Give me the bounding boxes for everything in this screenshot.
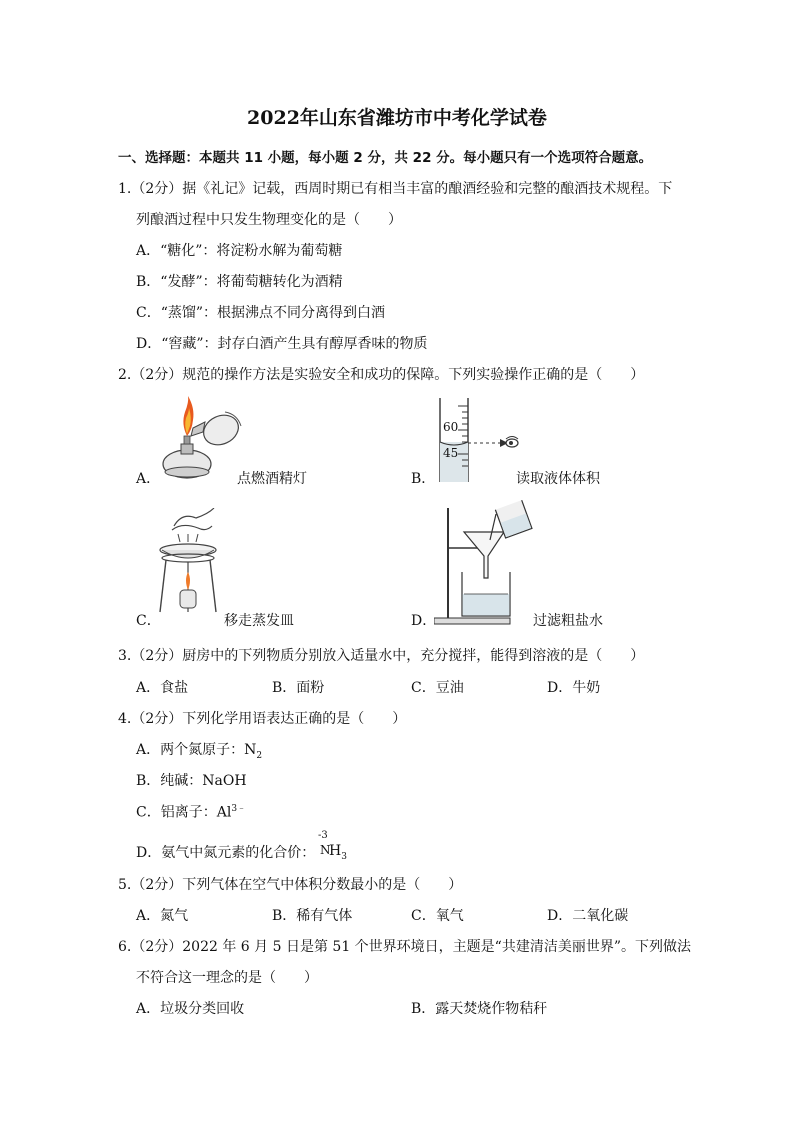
evaporating-dish-figure — [152, 508, 226, 614]
q2-option-d-caption: 过滤粗盐水 — [533, 613, 603, 629]
q3-option-d: D．牛奶 — [547, 680, 601, 696]
q2-option-d-letter: D． — [411, 613, 437, 629]
cylinder-reading-figure — [428, 398, 528, 482]
q5-option-b: B．稀有气体 — [272, 908, 353, 924]
q1-option-d: D．“窖藏”：封存白酒产生具有醇厚香味的物质 — [136, 336, 428, 352]
q4-option-a-subscript: 2 — [256, 750, 263, 761]
q4-option-d: D．氨气中氮元素的化合价： — [136, 845, 316, 861]
q1-option-a: A．“糖化”：将淀粉水解为葡萄糖 — [136, 243, 343, 259]
q6-option-b: B．露天焚烧作物秸秆 — [411, 1001, 548, 1017]
q4-option-c-superscript: 3﹣ — [231, 804, 247, 814]
q6-option-a: A．垃圾分类回收 — [136, 1001, 245, 1017]
q5-option-c: C．氧气 — [411, 908, 464, 924]
q4-option-b: B．纯碱：NaOH — [136, 773, 247, 789]
q2-option-a-letter: A． — [136, 471, 161, 487]
q6-stem-line2: 不符合这一理念的是（ ） — [136, 970, 318, 986]
q4-formula-h-text: H — [329, 843, 342, 859]
cylinder-tick-60: 60 — [443, 420, 459, 434]
q4-formula-n: N — [320, 843, 331, 857]
q2-option-b-caption: 读取液体体积 — [516, 471, 600, 487]
q1-stem-line1: 1.（2分）据《礼记》记载，西周时期已有相当丰富的酿酒经验和完整的酿酒技术规程。下 — [118, 181, 673, 197]
q4-valence-mark: -3 — [318, 830, 328, 841]
q1-stem-line2: 列酿酒过程中只发生物理变化的是（ ） — [136, 212, 402, 228]
q3-stem-line1: 3.（2分）厨房中的下列物质分别放入适量水中，充分搅拌，能得到溶液的是（ ） — [118, 648, 645, 664]
q3-option-b: B．面粉 — [272, 680, 325, 696]
q5-option-d: D．二氧化碳 — [547, 908, 629, 924]
q1-option-b: B．“发酵”：将葡萄糖转化为酒精 — [136, 274, 343, 290]
q4-formula-h — [329, 843, 347, 862]
q4-formula-subscript: 3 — [341, 851, 347, 862]
q6-stem-line1: 6.（2分）2022 年 6 月 5 日是第 51 个世界环境日，主题是“共建清洁美丽世界”。下列做法 — [118, 939, 691, 955]
cylinder-tick-45: 45 — [443, 446, 459, 460]
q4-option-c — [136, 801, 246, 822]
q2-option-c-caption: 移走蒸发皿 — [224, 613, 294, 629]
q4-stem-line1: 4.（2分）下列化学用语表达正确的是（ ） — [118, 711, 407, 727]
q1-option-c: C．“蒸馏”：根据沸点不同分离得到白酒 — [136, 305, 386, 321]
filtration-figure — [434, 500, 534, 626]
section-heading: 一、选择题：本题共 11 小题，每小题 2 分，共 22 分。每小题只有一个选项符合题意。 — [118, 150, 653, 166]
q2-option-b-letter: B． — [411, 471, 436, 487]
q2-option-a-caption: 点燃酒精灯 — [237, 471, 307, 487]
q2-option-c-letter: C． — [136, 613, 161, 629]
alcohol-lamp-figure — [155, 392, 247, 484]
q3-option-a: A．食盐 — [136, 680, 189, 696]
q5-option-a: A．氮气 — [136, 908, 189, 924]
page-title: 2022年山东省潍坊市中考化学试卷 — [247, 107, 547, 129]
q4-option-a-text: A．两个氮原子：N — [136, 742, 257, 758]
q4-option-a — [136, 739, 262, 761]
q3-option-c: C．豆油 — [411, 680, 464, 696]
q2-stem-line1: 2.（2分）规范的操作方法是实验安全和成功的保障。下列实验操作正确的是（ ） — [118, 367, 645, 383]
q4-option-c-text: C．铝离子：Al — [136, 804, 232, 821]
q5-stem-line1: 5.（2分）下列气体在空气中体积分数最小的是（ ） — [118, 877, 463, 893]
